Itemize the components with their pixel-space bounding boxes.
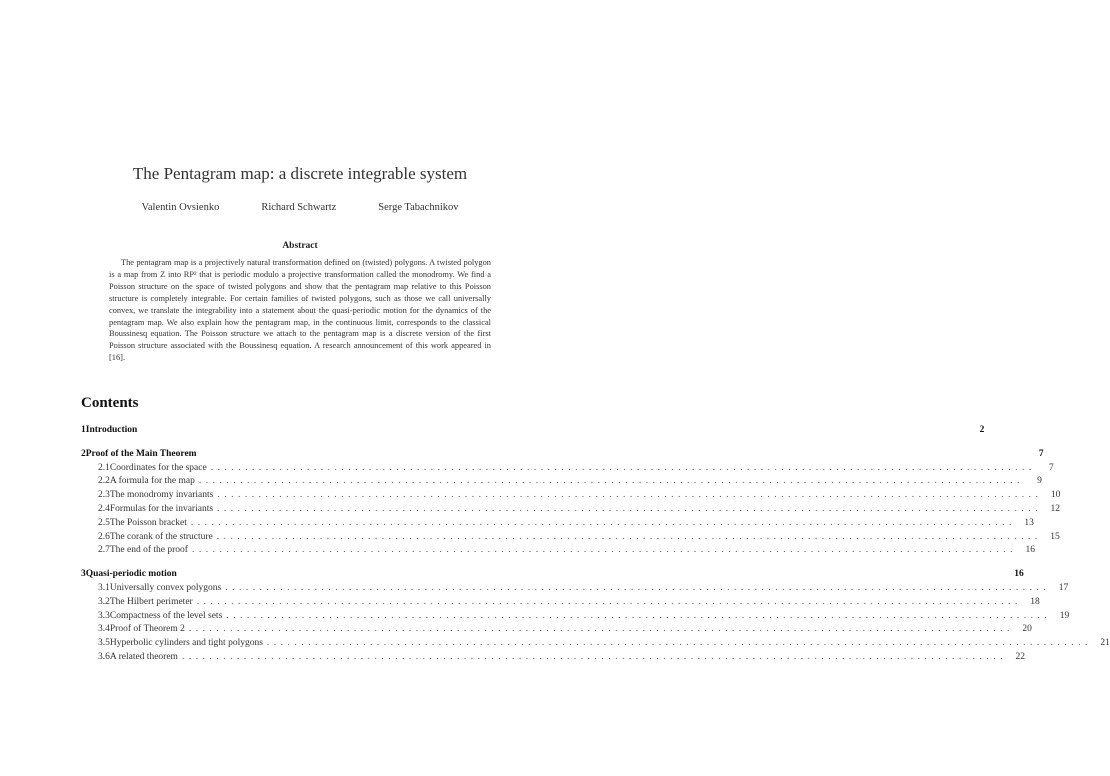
toc-page-number: 7	[1038, 449, 1044, 459]
toc-entry-number: 3.2	[98, 597, 110, 607]
toc-subsection-entry[interactable]	[81, 624, 1032, 636]
toc-page-number: 9	[1037, 476, 1042, 486]
toc-dot-leader: ........................................................................................................................	[181, 652, 1007, 662]
toc-entry-number: 3.4	[98, 624, 110, 634]
toc-subsection-entry[interactable]	[81, 518, 1034, 530]
toc-page-number: 20	[1022, 624, 1032, 634]
toc-entry-title: The Hilbert perimeter	[109, 597, 193, 607]
toc-entry-title: Hyperbolic cylinders and tight polygons	[109, 638, 263, 648]
toc-dot-leader: ........................................................................................................................	[188, 624, 1014, 634]
toc-subsection-entry[interactable]	[81, 597, 1040, 609]
abstract-body: The pentagram map is a projectively natural transformation defined on (twisted) polygons. A twisted polygon is a map from Z into RP² that is periodic modulo a projective transformation called the monodromy. We find a Poisson structure on the space of twisted polygons and show that the pentagram map relative to this Poisson structure is completely integrable. For certain families of twisted polygons, such as those we call universally convex, we translate the integrability into a statement about the quasi-periodic motion for the dynamics of the pentagram map. We also explain how the pentagram map, in the continuous limit, corresponds to the classical Boussinesq equation. The Poisson structure we attach to the pentagram map is a discrete version of the first Poisson structure associated with the Boussinesq equation. A research announcement of this work appeared in [16].	[109, 258, 491, 363]
toc-entry-number: 2	[81, 449, 86, 459]
toc-entry-title: A formula for the map	[109, 476, 195, 486]
toc-entry-number: 3	[81, 569, 86, 579]
toc-entry-title: Compactness of the level sets	[109, 611, 223, 621]
toc-subsection-entry[interactable]	[81, 652, 1025, 664]
author-list	[0, 202, 600, 213]
toc-dot-leader: ........................................................................................................................	[196, 597, 1022, 607]
toc-dot-leader: ........................................................................................................................	[216, 532, 1042, 542]
toc-entry-title: Quasi-periodic motion	[85, 569, 177, 579]
toc-page-number: 19	[1059, 611, 1070, 621]
paper-title: The Pentagram map: a discrete integrable system	[132, 164, 468, 183]
toc-subsection-entry[interactable]	[81, 583, 1069, 595]
toc-entry-title: Introduction	[85, 425, 138, 435]
toc-page-number: 7	[1048, 463, 1054, 473]
toc-subsection-entry[interactable]	[81, 463, 1054, 475]
toc-dot-leader: ........................................................................................................................	[191, 545, 1017, 555]
toc-entry-number: 3.6	[98, 652, 110, 662]
toc-section-entry[interactable]	[81, 449, 1044, 461]
toc-subsection-entry[interactable]	[81, 545, 1035, 557]
toc-entry-number: 2.2	[98, 476, 110, 486]
author-name: Valentin Ovsienko	[141, 202, 220, 213]
toc-page-number: 17	[1058, 583, 1069, 593]
toc-entry-title: Proof of Theorem 2	[109, 624, 185, 634]
toc-entry-title: Formulas for the invariants	[109, 504, 214, 514]
toc-entry-number: 2.7	[98, 545, 110, 555]
author-name: Serge Tabachnikov	[378, 202, 459, 213]
toc-dot-leader: ........................................................................................................................	[210, 463, 1036, 473]
abstract-heading: Abstract	[282, 241, 318, 251]
toc-page-number: 10	[1050, 490, 1061, 500]
toc-subsection-entry[interactable]	[81, 490, 1061, 502]
toc-entry-number: 2.4	[98, 504, 110, 514]
toc-entry-title: The end of the proof	[109, 545, 188, 555]
toc-section-entry[interactable]	[81, 569, 1024, 581]
toc-page-number: 12	[1050, 504, 1061, 514]
toc-entry-title: Coordinates for the space	[109, 463, 207, 473]
toc-entry-title: The corank of the structure	[109, 532, 213, 542]
toc-page-number: 16	[1025, 545, 1035, 555]
toc-dot-leader: ........................................................................................................................	[225, 583, 1051, 593]
toc-section-entry[interactable]	[81, 425, 985, 437]
toc-page-number: 15	[1050, 532, 1060, 542]
toc-entry-number: 1	[81, 425, 86, 435]
toc-subsection-entry[interactable]	[81, 532, 1060, 544]
toc-entry-number: 2.5	[98, 518, 110, 528]
toc-dot-leader: ........................................................................................................................	[190, 518, 1016, 528]
toc-dot-leader: ........................................................................................................................	[226, 611, 1052, 621]
toc-page-number: 2	[979, 425, 985, 435]
toc-page-number: 21	[1100, 638, 1110, 648]
toc-entry-title: Proof of the Main Theorem	[85, 449, 197, 459]
toc-entry-number: 2.3	[98, 490, 110, 500]
author-name: Richard Schwartz	[261, 202, 337, 213]
toc-entry-title: Universally convex polygons	[109, 583, 222, 593]
toc-subsection-entry[interactable]	[81, 638, 1110, 650]
toc-entry-title: A related theorem	[109, 652, 178, 662]
toc-page-number: 16	[1014, 569, 1024, 579]
toc-entry-number: 3.3	[98, 611, 110, 621]
toc-entry-number: 2.6	[98, 532, 110, 542]
toc-entry-title: The monodromy invariants	[109, 490, 214, 500]
toc-subsection-entry[interactable]	[81, 611, 1070, 623]
toc-entry-number: 2.1	[98, 463, 110, 473]
toc-entry-number: 3.1	[98, 583, 110, 593]
toc-dot-leader: ........................................................................................................................	[198, 476, 1024, 486]
toc-page-number: 13	[1024, 518, 1034, 528]
toc-subsection-entry[interactable]	[81, 504, 1061, 516]
toc-entry-title: The Poisson bracket	[109, 518, 187, 528]
toc-page-number: 18	[1030, 597, 1040, 607]
toc-page-number: 22	[1015, 652, 1025, 662]
toc-entry-number: 3.5	[98, 638, 110, 648]
toc-dot-leader: ........................................................................................................................	[217, 490, 1043, 500]
toc-dot-leader: ........................................................................................................................	[217, 504, 1043, 514]
toc-dot-leader: ........................................................................................................................	[266, 638, 1092, 648]
toc-subsection-entry[interactable]	[81, 476, 1042, 488]
contents-heading: Contents	[81, 395, 139, 411]
